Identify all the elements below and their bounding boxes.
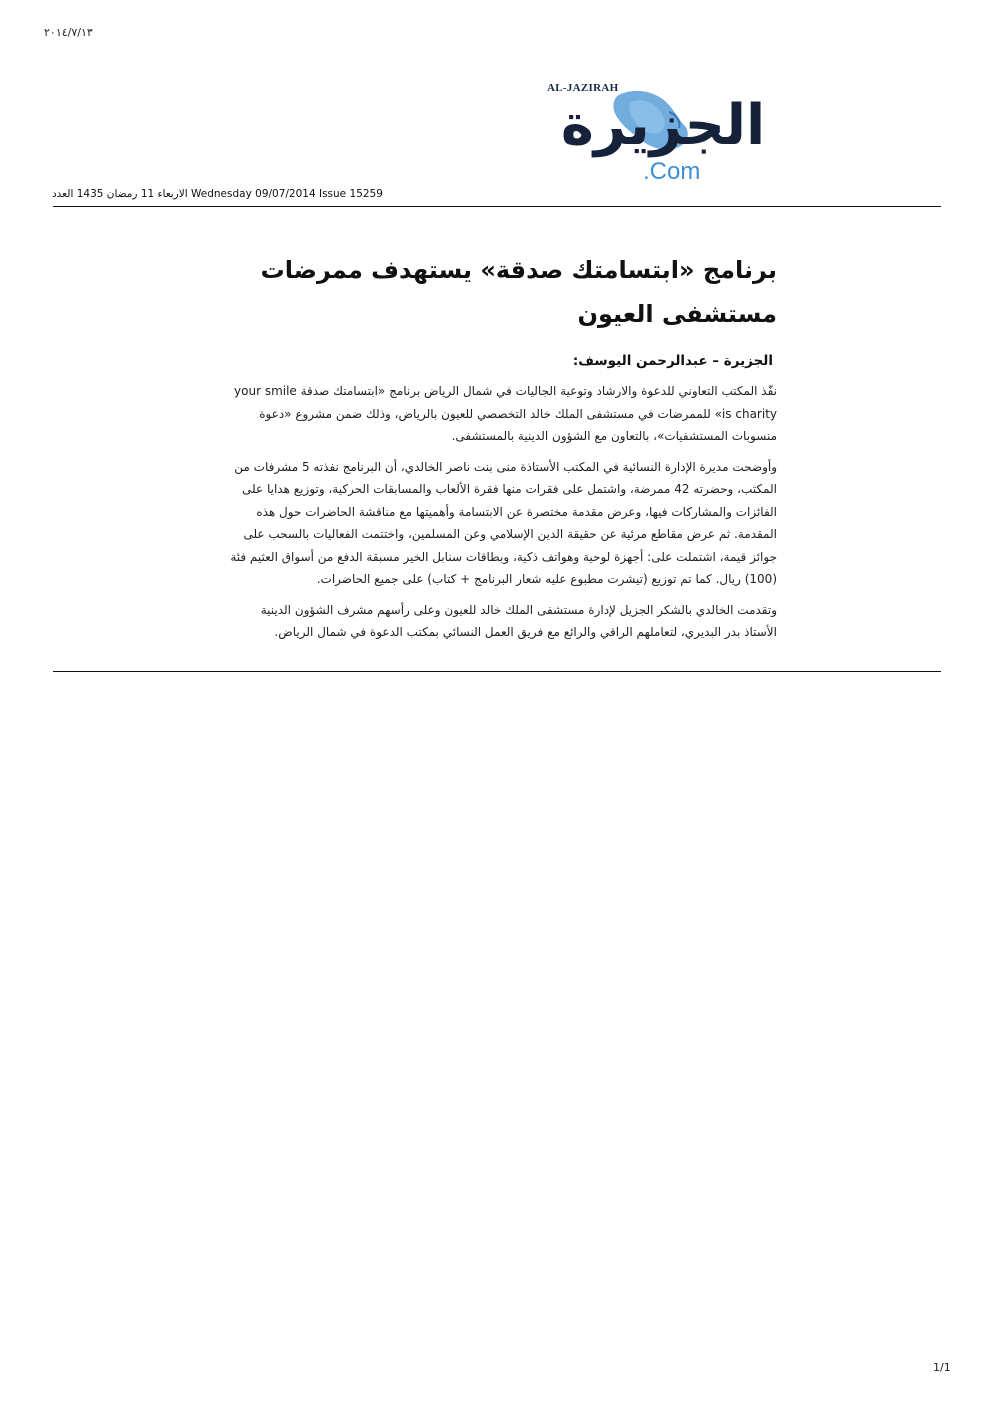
print-date: ٢٠١٤/٧/١٣ [44, 26, 93, 39]
article-paragraph: نفّذ المكتب التعاوني للدعوة والارشاد وتوعية الجاليات في شمال الرياض برنامج «ابتسامتك صدقة your smile is charity» للممرضات في مستشفى الملك خالد التخصصي للعيون بالرياض، وذلك ضمن مشروع «دعوة منسوبات المستشفيات»، بالتعاون مع الشؤون الدينية بالمستشفى. [234, 384, 777, 443]
article-byline: الجزيرة – عبدالرحمن اليوسف: [572, 353, 773, 369]
article-paragraph: وتقدمت الخالدي بالشكر الجزيل لإدارة مستشفى الملك خالد للعيون وعلى رأسهم مشرف الشؤون الدينية الأستاذ بدر البديري، لتعاملهم الراقي والرائع مع فريق العمل النسائي بمكتب الدعوة في شمال الرياض. [260, 602, 777, 639]
article [225, 248, 777, 652]
logo-arabic-text: الجزيرة [560, 93, 766, 158]
issue-date-line: الاربعاء 11 رمضان 1435 العدد Wednesday 09/07/2014 Issue 15259 [52, 188, 383, 200]
logo-latin-text: AL-JAZIRAH [547, 82, 619, 94]
logo-com-text: .Com [643, 158, 701, 185]
footer-divider [53, 671, 941, 672]
article-paragraph: وأوضحت مديرة الإدارة النسائية في المكتب الأستاذة منى بنت ناصر الخالدي، أن البرنامج نفذته 5 مشرفات من المكتب، وحضرته 42 ممرضة، واشتمل على فقرات منها فقرة الألعاب والمسابقات الحركية، وتوزيع هدايا على الفائزات والمشاركات فيها، وعرض مقدمة مختصرة عن الابتسامة وأهميتها مع مناقشة الحاضرات حول هذه المقدمة. ثم عرض مقاطع مرئية عن حقيقة الدين الإسلامي وعن المسلمين، واختتمت الفعاليات بالسحب على جوائز قيمة، اشتملت على: أجهزة لوحية وهواتف ذكية، وبطاقات سنابل الخير مسبقة الدفع من أسواق العثيم فئة (100) ريال. كما تم توزيع (تيشرت مطبوع عليه شعار البرنامج + كتاب) على جميع الحاضرات. [230, 459, 777, 586]
al-jazirah-logo [545, 82, 780, 192]
page-number: 1/1 [933, 1361, 951, 1374]
header-divider [53, 206, 941, 207]
article-headline: برنامج «ابتسامتك صدقة» يستهدف ممرضات مستشفى العيون [260, 256, 777, 328]
